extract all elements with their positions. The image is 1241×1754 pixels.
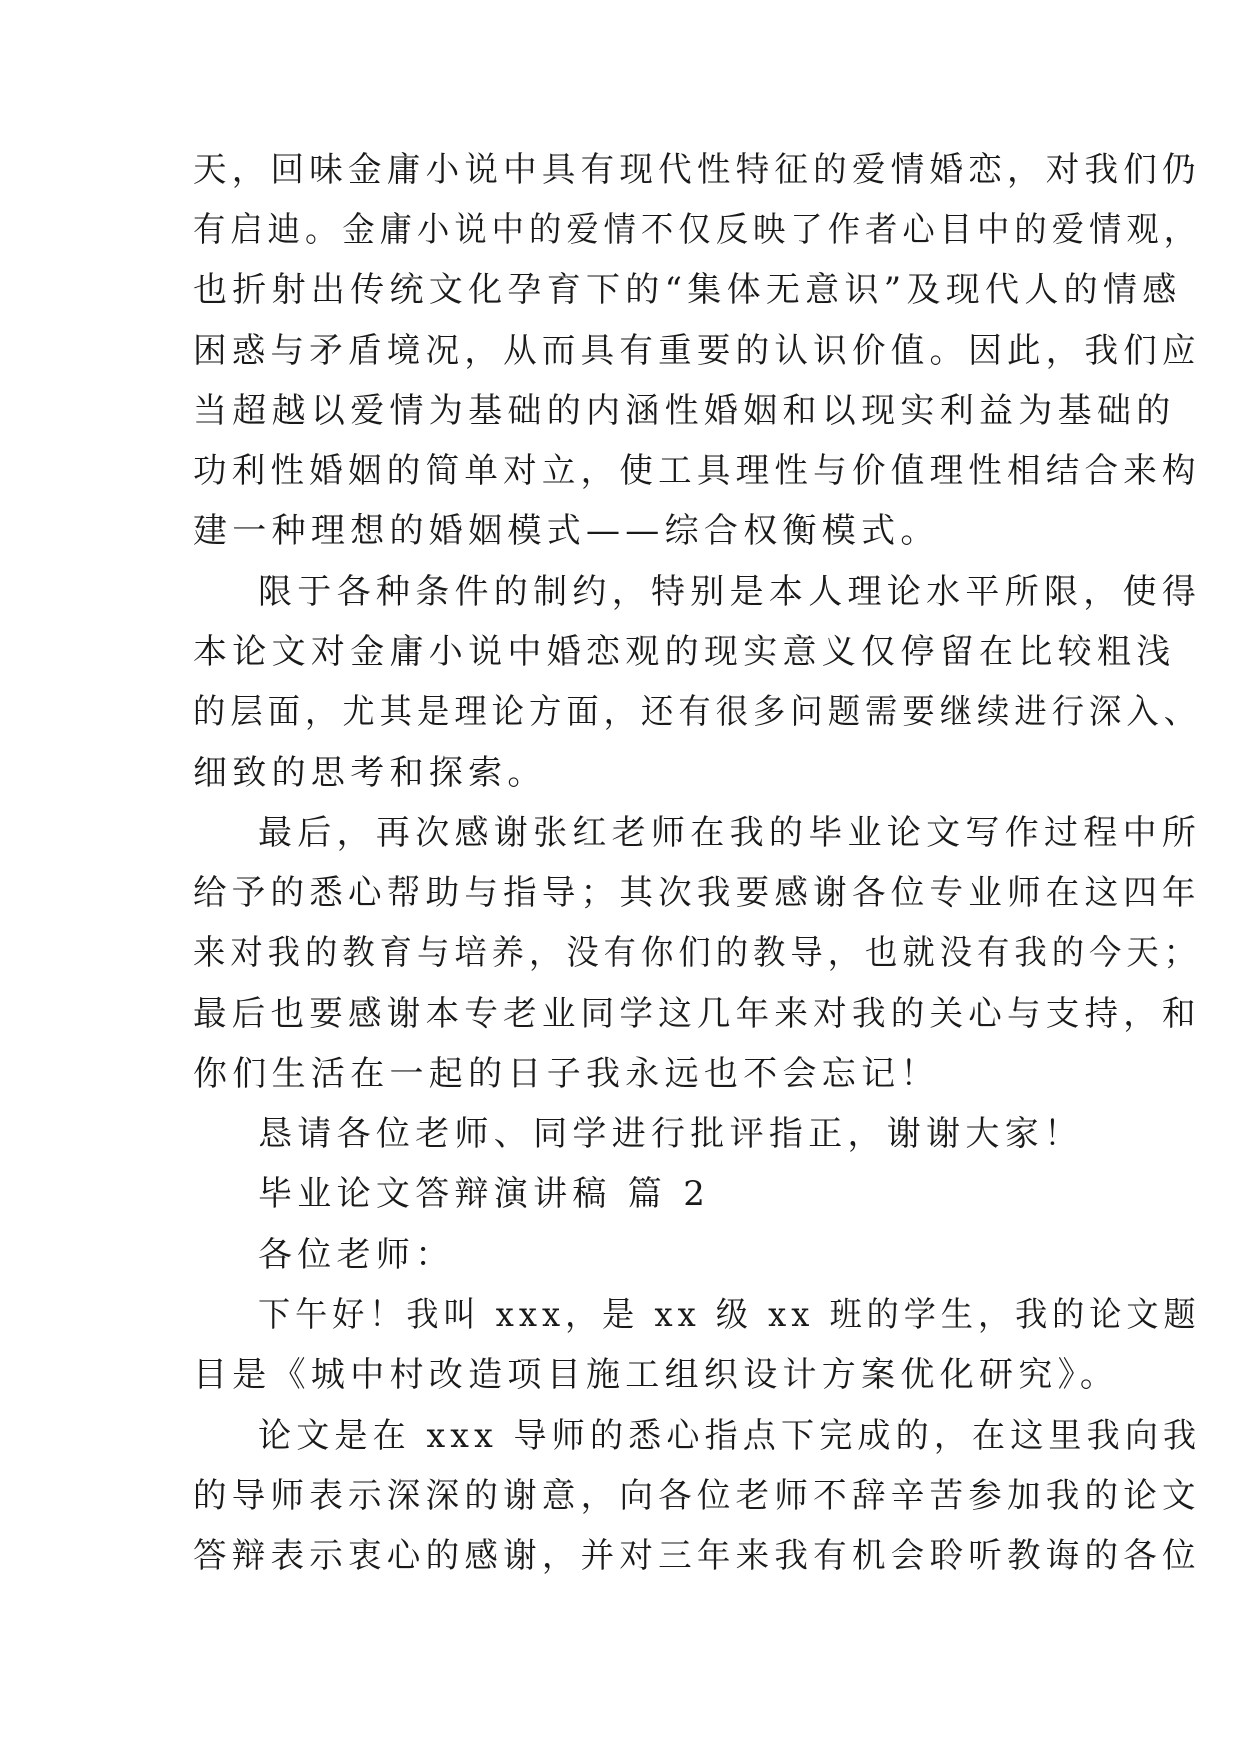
paragraph-line: 有启迪。金庸小说中的爱情不仅反映了作者心目中的爱情观， bbox=[193, 210, 1202, 250]
paragraph-line: 困惑与矛盾境况，从而具有重要的认识价值。因此，我们应 bbox=[193, 331, 1201, 371]
paragraph-line: 也折射出传统文化孕育下的“集体无意识”及现代人的情感 bbox=[193, 270, 1182, 310]
paragraph-line: 本论文对金庸小说中婚恋观的现实意义仅停留在比较粗浅 bbox=[193, 632, 1176, 672]
paragraph-line: 功利性婚姻的简单对立，使工具理性与价值理性相结合来构 bbox=[193, 451, 1201, 491]
paragraph-line: 你们生活在一起的日子我永远也不会忘记！ bbox=[193, 1054, 940, 1094]
paragraph-first-line: 论文是在 xxx 导师的悉心指点下完成的，在这里我向我 bbox=[258, 1416, 1202, 1456]
paragraph-line: 的导师表示深深的谢意，向各位老师不辞辛苦参加我的论文 bbox=[193, 1476, 1201, 1516]
paragraph-line: 来对我的教育与培养，没有你们的教导，也就没有我的今天； bbox=[193, 933, 1202, 973]
paragraph-first-line: 限于各种条件的制约，特别是本人理论水平所限，使得 bbox=[258, 572, 1202, 612]
paragraph-line: 答辩表示衷心的感谢，并对三年来我有机会聆听教诲的各位 bbox=[193, 1536, 1201, 1576]
paragraph-line: 当超越以爱情为基础的内涵性婚姻和以现实利益为基础的 bbox=[193, 391, 1176, 431]
paragraph-line: 建一种理想的婚姻模式——综合权衡模式。 bbox=[193, 511, 940, 551]
paragraph-line: 给予的悉心帮助与指导；其次我要感谢各位专业师在这四年 bbox=[193, 873, 1201, 913]
salutation: 各位老师： bbox=[258, 1235, 455, 1275]
paragraph-line: 最后也要感谢本专老业同学这几年来对我的关心与支持，和 bbox=[193, 994, 1201, 1034]
section-heading: 毕业论文答辩演讲稿 篇 2 bbox=[258, 1174, 711, 1214]
paragraph-line: 目是《城中村改造项目施工组织设计方案优化研究》。 bbox=[193, 1355, 1120, 1395]
paragraph-line: 的层面，尤其是理论方面，还有很多问题需要继续进行深入、 bbox=[193, 692, 1202, 732]
paragraph-line: 细致的思考和探索。 bbox=[193, 753, 547, 793]
paragraph-first-line: 最后，再次感谢张红老师在我的毕业论文写作过程中所 bbox=[258, 813, 1202, 853]
paragraph-first-line: 下午好！我叫 xxx，是 xx 级 xx 班的学生，我的论文题 bbox=[258, 1295, 1201, 1335]
paragraph-first-line: 恳请各位老师、同学进行批评指正，谢谢大家！ bbox=[258, 1114, 1084, 1154]
paragraph-line: 天，回味金庸小说中具有现代性特征的爱情婚恋，对我们仍 bbox=[193, 150, 1201, 190]
